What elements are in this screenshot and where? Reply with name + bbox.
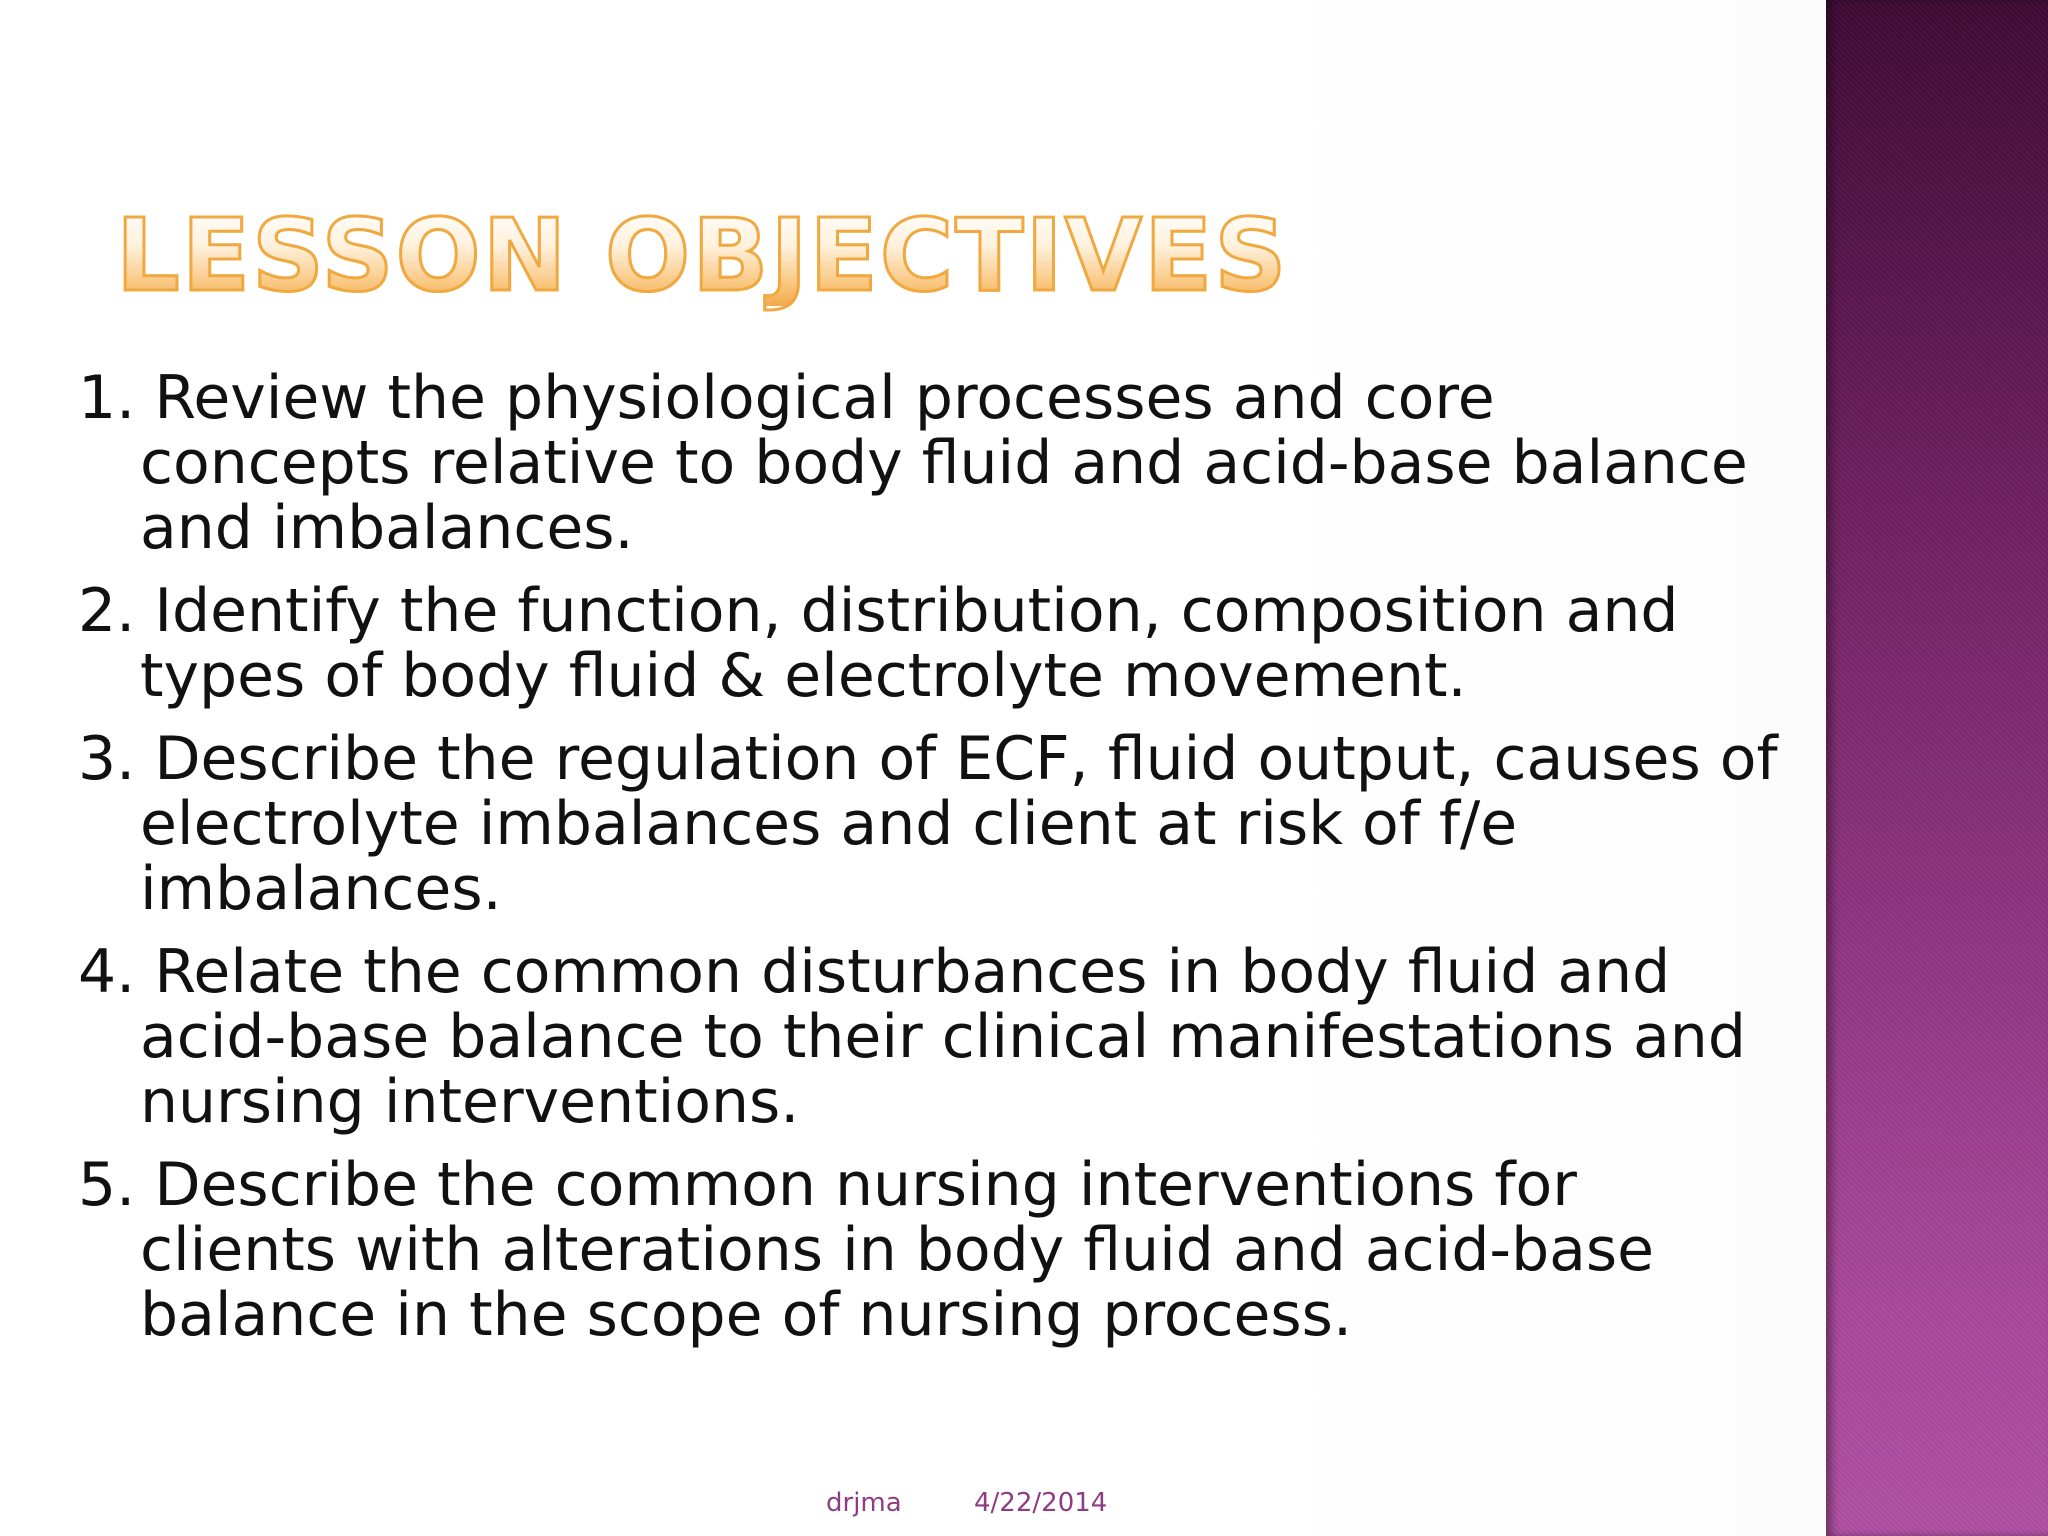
- slide-title: LESSON OBJECTIVES: [116, 197, 1289, 314]
- objectives-list: [78, 363, 1778, 1366]
- objective-item-3: 3. Describe the regulation of ECF, fluid output, causes of electrolyte imbalances and client at risk of f/e imbalances.: [78, 724, 1778, 924]
- decorative-side-band: [1826, 0, 2048, 1536]
- objective-item-5: 5. Describe the common nursing interventions for clients with alterations in body fluid and acid-base balance in the scope of nursing process.: [78, 1150, 1655, 1350]
- objective-item-1: 1. Review the physiological processes and core concepts relative to body fluid and acid-base balance and imbalances.: [78, 363, 1748, 563]
- footer-date: 4/22/2014: [974, 1488, 1108, 1518]
- objective-item-2: 2. Identify the function, distribution, composition and types of body fluid & electrolyte movement.: [78, 576, 1679, 711]
- footer-author: drjma: [826, 1488, 902, 1518]
- objective-item-4: 4. Relate the common disturbances in body fluid and acid-base balance to their clinical manifestations and nursing interventions.: [78, 937, 1746, 1137]
